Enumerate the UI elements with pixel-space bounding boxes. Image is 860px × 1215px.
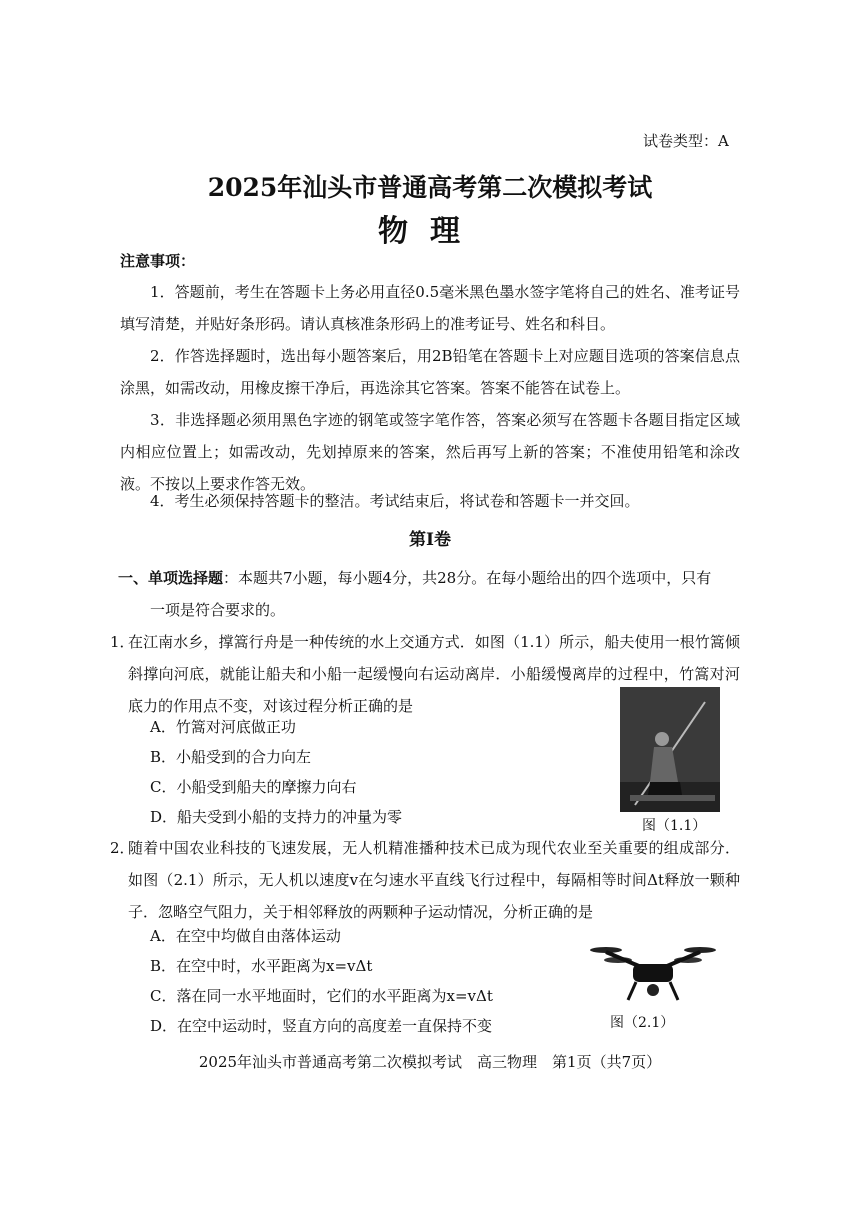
- drone-illustration: [588, 938, 718, 1008]
- question-2-option-a: A．在空中均做自由落体运动: [150, 927, 341, 945]
- question-2-option-d: D．在空中运动时，竖直方向的高度差一直保持不变: [150, 1017, 493, 1035]
- figure-2-caption: 图（2.1）: [610, 1015, 675, 1031]
- notice-item-3: 3．非选择题必须用黑色字迹的钢笔或签字笔作答，答案必须写在答题卡各题目指定区域内相应位置上；如需改动，先划掉原来的答案，然后再写上新的答案；不准使用铅笔和涂改液。不按以上要求作答无效。: [120, 411, 740, 493]
- boatman-photo: [620, 687, 720, 812]
- part-heading: [118, 562, 748, 594]
- question-1-option-c: C．小船受到船夫的摩擦力向右: [150, 778, 357, 796]
- question-2-option-c: C．落在同一水平地面时，它们的水平距离为x=vΔt: [150, 987, 493, 1005]
- exam-title: 2025年汕头市普通高考第二次模拟考试: [207, 173, 653, 202]
- question-1-text: 在江南水乡，撑篙行舟是一种传统的水上交通方式．如图（1.1）所示，船夫使用一根竹篙倾斜撑向河底，就能让船夫和小船一起缓慢向右运动离岸．小船缓慢离岸的过程中，竹篙对河底力的作用点不变，对该过程分析正确的是: [128, 633, 740, 715]
- question-1-option-d: D．船夫受到小船的支持力的冲量为零: [150, 808, 403, 826]
- question-1-option-a: A．竹篙对河底做正功: [150, 718, 296, 736]
- question-2-text: 随着中国农业科技的飞速发展，无人机精准播种技术已成为现代农业至关重要的组成部分．如图（2.1）所示，无人机以速度v在匀速水平直线飞行过程中，每隔相等时间Δt释放一颗种子．忽略空气阻力，关于相邻释放的两颗种子运动情况，分析正确的是: [128, 839, 740, 921]
- part-label: 一、单项选择题: [118, 569, 224, 587]
- question-1-option-b: B．小船受到的合力向左: [150, 748, 312, 766]
- notice-item-2: 2．作答选择题时，选出每小题答案后，用2B铅笔在答题卡上对应题目选项的答案信息点涂黑，如需改动，用橡皮擦干净后，再选涂其它答案。答案不能答在试卷上。: [120, 347, 740, 397]
- part-text-cont: 一项是符合要求的。: [150, 601, 286, 619]
- question-2-number: 2．: [110, 839, 135, 857]
- question-2-option-b: B．在空中时，水平距离为x=vΔt: [150, 957, 373, 975]
- subject-title: 物理: [378, 214, 482, 249]
- notice-item-1: 1．答题前，考生在答题卡上务必用直径0.5毫米黑色墨水签字笔将自己的姓名、准考证号填写清楚，并贴好条形码。请认真核准条形码上的准考证号、姓名和科目。: [120, 283, 740, 333]
- figure-1-caption: 图（1.1）: [642, 818, 707, 834]
- notice-title: 注意事项：: [120, 252, 196, 270]
- question-1-number: 1．: [110, 633, 135, 651]
- paper-type: 试卷类型：A: [643, 132, 729, 150]
- page-footer: 2025年汕头市普通高考第二次模拟考试 高三物理 第1页（共7页）: [198, 1053, 662, 1071]
- section-title: 第Ⅰ卷: [409, 530, 451, 550]
- question-2-stem: [110, 832, 740, 928]
- part-text: ：本题共7小题，每小题4分，共28分。在每小题给出的四个选项中，只有: [223, 569, 712, 587]
- notice-item-4: 4．考生必须保持答题卡的整洁。考试结束后，将试卷和答题卡一并交回。: [150, 492, 640, 510]
